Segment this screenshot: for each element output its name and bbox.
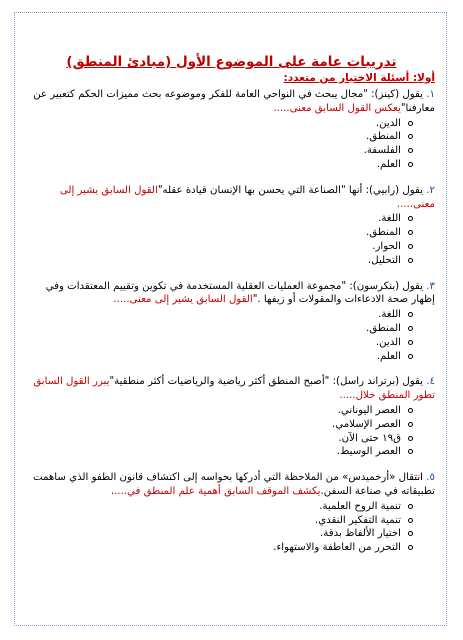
- option-label: تنمية الروح العلمية.: [319, 500, 401, 512]
- option-list: [21, 308, 435, 363]
- question-text: [21, 88, 435, 116]
- option-item[interactable]: [21, 158, 413, 172]
- option-list: [21, 500, 435, 555]
- question-1: [21, 88, 435, 172]
- question-5: [21, 471, 435, 555]
- question-body: يقول (رابيي): أنها "الصناعة التي يحسن بها الإنسان قيادة عقله": [157, 184, 427, 196]
- question-body: يقول (برتراند راسل): "أصبح المنطق أكثر رياضية والرياضيات أكثر منطقية": [109, 376, 427, 388]
- question-body: انتقال «أرخميدس» من الملاحظة التي أدركها بحواسه إلى اكتشاف قانون الطفو الذي ساهمت تطبيقاته في صناعة السفن.: [32, 472, 435, 497]
- option-label: ق١٩ حتى الآن.: [338, 432, 401, 444]
- option-label: المنطق.: [366, 227, 401, 239]
- question-text: [21, 184, 435, 212]
- radio-circle-icon[interactable]: [408, 422, 413, 427]
- question-list: [21, 88, 435, 567]
- question-prompt: القول السابق يشير إلى معنى.....: [59, 184, 435, 210]
- option-item[interactable]: [21, 432, 413, 446]
- option-label: التحرر من العاطفة والاستهواء.: [273, 542, 401, 554]
- radio-circle-icon[interactable]: [408, 504, 413, 509]
- option-label: الدين.: [375, 336, 401, 348]
- radio-circle-icon[interactable]: [408, 230, 413, 235]
- option-item[interactable]: [21, 404, 413, 418]
- question-text: [21, 280, 435, 308]
- option-list: [21, 117, 435, 172]
- option-label: الفلسفة.: [363, 145, 401, 157]
- question-prompt: يكشف الموقف السابق أهمية علم المنطق في.....: [110, 485, 321, 497]
- question-prompt: القول السابق يشير إلى معنى.....: [113, 294, 253, 306]
- option-label: اختيار الألفاظ بدقة.: [320, 528, 401, 540]
- option-item[interactable]: [21, 541, 413, 555]
- question-number: ٤.: [426, 376, 435, 388]
- option-item[interactable]: [21, 336, 413, 350]
- option-label: الحوار.: [372, 240, 401, 252]
- radio-circle-icon[interactable]: [408, 449, 413, 454]
- option-label: اللغة.: [378, 309, 401, 321]
- radio-circle-icon[interactable]: [408, 162, 413, 167]
- option-item[interactable]: [21, 212, 413, 226]
- option-label: العصر الإسلامي.: [332, 418, 401, 430]
- option-item[interactable]: [21, 254, 413, 268]
- page-title: تدريبات عامة على الموضوع الأول (مبادئ المنطق): [66, 54, 397, 70]
- option-label: تنمية التفكير النقدي.: [314, 514, 401, 526]
- radio-circle-icon[interactable]: [408, 354, 413, 359]
- radio-circle-icon[interactable]: [408, 518, 413, 523]
- option-label: العصر اليوناني.: [337, 404, 401, 416]
- radio-circle-icon[interactable]: [408, 408, 413, 413]
- option-label: اللغة.: [378, 213, 401, 225]
- question-text: [21, 375, 435, 403]
- radio-circle-icon[interactable]: [408, 531, 413, 536]
- section-heading: أولا: أسئلة الاختيار من متعدد:: [283, 72, 435, 84]
- radio-circle-icon[interactable]: [408, 545, 413, 550]
- option-label: المنطق.: [366, 322, 401, 334]
- radio-circle-icon[interactable]: [408, 244, 413, 249]
- question-body: يقول (بنكرسون): "مجموعة العمليات العقلية المستخدمة في تكوين وتقييم المعتقدات وفي إظهار صحة الادعاءات والمقولات أو زيفها .": [45, 280, 435, 306]
- option-item[interactable]: [21, 500, 413, 514]
- option-item[interactable]: [21, 322, 413, 336]
- question-prompt: يعكس القول السابق معنى.....: [273, 102, 401, 114]
- radio-circle-icon[interactable]: [408, 148, 413, 153]
- radio-circle-icon[interactable]: [408, 312, 413, 317]
- radio-circle-icon[interactable]: [408, 436, 413, 441]
- question-2: [21, 184, 435, 268]
- option-item[interactable]: [21, 445, 413, 459]
- option-label: العلم.: [376, 350, 401, 362]
- radio-circle-icon[interactable]: [408, 258, 413, 263]
- radio-circle-icon[interactable]: [408, 216, 413, 221]
- option-item[interactable]: [21, 527, 413, 541]
- option-label: الدين.: [375, 117, 401, 129]
- option-item[interactable]: [21, 130, 413, 144]
- option-item[interactable]: [21, 418, 413, 432]
- radio-circle-icon[interactable]: [408, 134, 413, 139]
- question-number: ٢.: [426, 184, 435, 196]
- option-item[interactable]: [21, 240, 413, 254]
- option-label: العلم.: [376, 158, 401, 170]
- question-number: ١.: [426, 89, 435, 100]
- option-item[interactable]: [21, 226, 413, 240]
- question-number: ٥.: [426, 472, 435, 484]
- radio-circle-icon[interactable]: [408, 326, 413, 331]
- option-list: [21, 404, 435, 459]
- radio-circle-icon[interactable]: [408, 121, 413, 126]
- option-label: العصر الوسيط.: [336, 446, 401, 458]
- question-number: ٣.: [426, 280, 435, 292]
- option-item[interactable]: [21, 514, 413, 528]
- option-label: التحليل.: [368, 254, 401, 266]
- question-4: [21, 375, 435, 459]
- option-label: المنطق.: [366, 131, 401, 143]
- question-prompt: يبرر القول السابق تطور المنطق خلال.....: [33, 376, 435, 402]
- option-list: [21, 212, 435, 267]
- option-item[interactable]: [21, 117, 413, 131]
- question-text: [21, 471, 435, 499]
- question-body: يقول (كينز): "مجال يبحث في النواحي العامة للفكر وموضوعه بحث مميزات الحكم كتعبير عن معارفنا": [33, 89, 435, 114]
- option-item[interactable]: [21, 350, 413, 364]
- option-item[interactable]: [21, 144, 413, 158]
- option-item[interactable]: [21, 308, 413, 322]
- radio-circle-icon[interactable]: [408, 340, 413, 345]
- question-3: [21, 280, 435, 364]
